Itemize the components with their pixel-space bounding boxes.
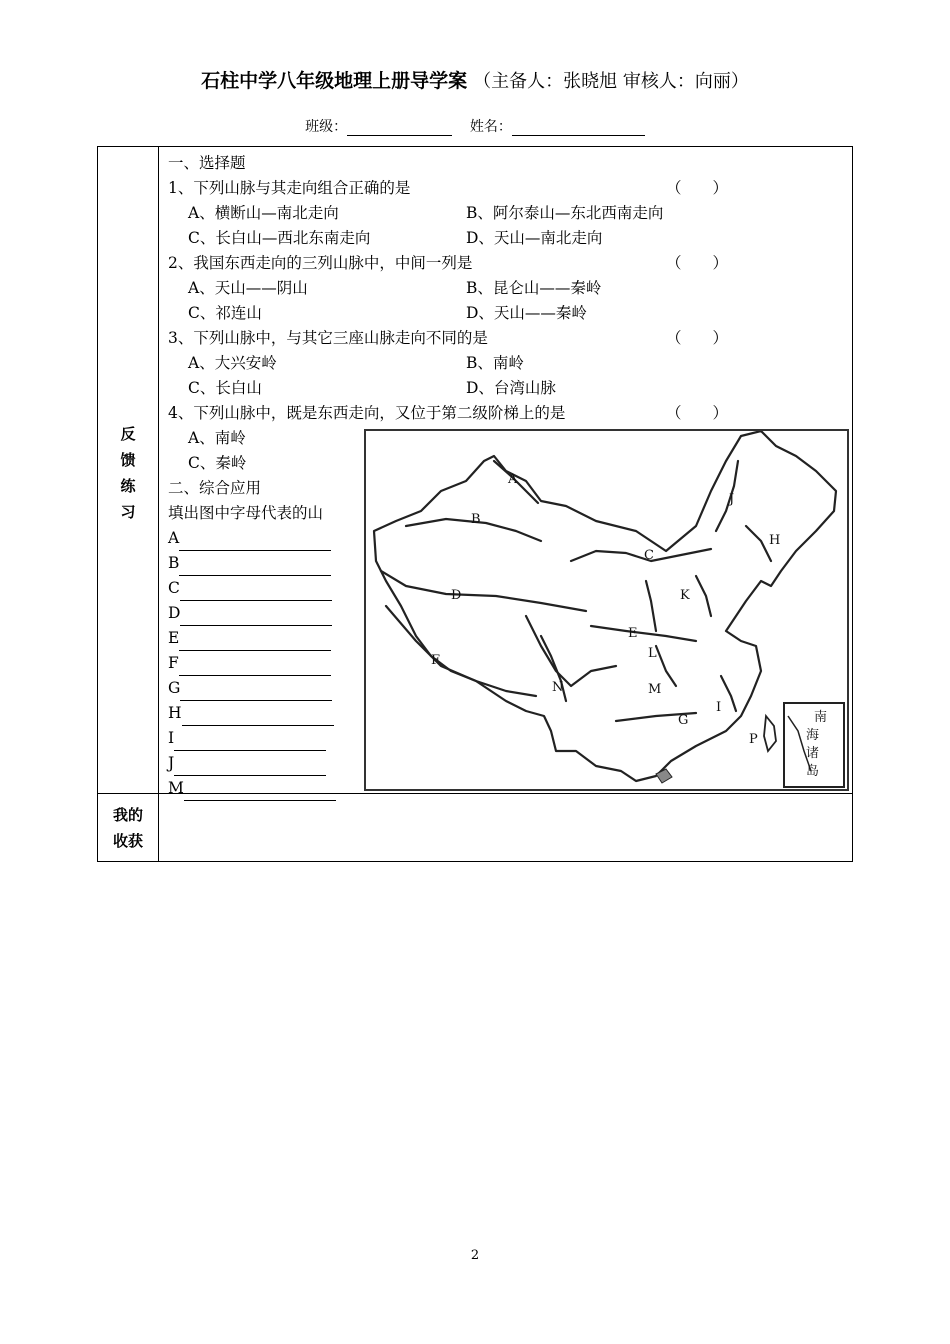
practice-char: 习: [120, 503, 136, 521]
name-label: 姓名：: [469, 119, 512, 135]
option[interactable]: B、阿尔泰山—东北西南走向: [466, 204, 664, 222]
section-heading: 二、综合应用: [168, 479, 262, 497]
map-svg: [366, 431, 847, 789]
option[interactable]: C、长白山: [188, 379, 262, 397]
mountain-K: [696, 576, 711, 616]
taiwan-island: [764, 716, 776, 751]
question-stem: 4、下列山脉中，既是东西走向，又位于第二级阶梯上的是 （ ）: [168, 401, 848, 426]
option[interactable]: D、天山——秦岭: [466, 304, 587, 322]
map-letter-G: G: [678, 713, 689, 728]
page-number: 2: [470, 1248, 480, 1263]
map-letter-C: C: [644, 548, 654, 563]
option-row: [168, 301, 848, 326]
doc-title: 石柱中学八年级地理上册导学案: [201, 70, 468, 92]
inset-label-char: 岛: [806, 764, 820, 779]
map-letter-I: I: [716, 700, 722, 715]
fill-row: C: [168, 576, 848, 601]
mountain-C: [571, 549, 711, 561]
table-divider-vertical: [158, 147, 159, 861]
answer-line[interactable]: [180, 683, 332, 701]
option[interactable]: D、天山—南北走向: [466, 229, 603, 247]
worksheet-table: [97, 146, 853, 862]
practice-char: 练: [120, 477, 136, 495]
answer-line[interactable]: [180, 583, 332, 601]
answer-line[interactable]: [179, 533, 331, 551]
fill-row: A: [168, 526, 848, 551]
map-letter-E: E: [628, 626, 638, 641]
answer-line[interactable]: [174, 758, 326, 776]
option-row: [168, 351, 848, 376]
answer-line[interactable]: [182, 708, 334, 726]
mountain-I: [721, 676, 736, 711]
fill-row: D: [168, 601, 848, 626]
fill-row: H: [168, 701, 848, 726]
harvest-label: [98, 802, 158, 854]
fill-row: B: [168, 551, 848, 576]
option-row: [168, 376, 848, 401]
inset-label-char: 海: [806, 728, 820, 743]
answer-line[interactable]: [179, 658, 331, 676]
fill-row: M: [168, 776, 848, 801]
mountain-range-river: [526, 616, 616, 686]
map-letter-K: K: [680, 588, 690, 603]
fill-row: I: [168, 726, 848, 751]
practice-label: [98, 421, 158, 525]
question-stem: 3、下列山脉中，与其它三座山脉走向不同的是 （ ）: [168, 326, 848, 351]
mountain-E: [591, 626, 696, 641]
fill-row: G: [168, 676, 848, 701]
mountain-M: [656, 646, 676, 686]
harvest-line: 我的: [112, 806, 143, 824]
map-letter-H: H: [769, 533, 781, 548]
option[interactable]: A、南岭: [188, 429, 246, 447]
answer-line[interactable]: [184, 783, 336, 801]
harvest-line: 收获: [112, 832, 143, 850]
map-letter-A: A: [508, 472, 518, 487]
option-row: [168, 226, 848, 251]
doc-subtitle: （主备人：张晓旭 审核人：向丽）: [473, 71, 749, 92]
map-letter-P: P: [749, 732, 758, 747]
option-row: [168, 201, 848, 226]
answer-line[interactable]: [179, 558, 331, 576]
inset-label-char: 南: [814, 710, 828, 725]
mountain-J: [716, 461, 738, 531]
map-letter-L: L: [648, 646, 657, 661]
option-row: [168, 276, 848, 301]
fill-row: E: [168, 626, 848, 651]
answer-paren[interactable]: （ ）: [666, 404, 729, 422]
hainan-island: [656, 769, 672, 783]
fill-prompt: 填出图中字母代表的山: [168, 504, 324, 522]
fill-row: J: [168, 751, 848, 776]
option[interactable]: A、天山——阴山: [188, 279, 308, 297]
option[interactable]: B、昆仑山——秦岭: [466, 279, 602, 297]
mountain-H: [746, 526, 771, 561]
mountain-L: [646, 581, 656, 631]
practice-char: 反: [120, 425, 136, 443]
option[interactable]: B、南岭: [466, 354, 524, 372]
answer-paren[interactable]: （ ）: [666, 179, 729, 197]
option[interactable]: D、台湾山脉: [466, 379, 556, 397]
inset-label-char: 诸: [806, 746, 820, 761]
answer-line[interactable]: [180, 608, 332, 626]
answer-line[interactable]: [174, 733, 326, 751]
practice-char: 馈: [120, 451, 136, 469]
map-letter-F: F: [431, 653, 441, 668]
section-heading: 一、选择题: [168, 154, 246, 172]
option[interactable]: A、大兴安岭: [188, 354, 277, 372]
option[interactable]: C、长白山—西北东南走向: [188, 229, 371, 247]
name-blank[interactable]: [512, 135, 645, 136]
question-stem: 2、我国东西走向的三列山脉中，中间一列是 （ ）: [168, 251, 848, 276]
mountain-D: [381, 571, 586, 611]
answer-paren[interactable]: （ ）: [666, 254, 729, 272]
page-title: [0, 66, 950, 93]
answer-paren[interactable]: （ ）: [666, 329, 729, 347]
china-mountain-map: [364, 429, 849, 791]
class-name-line: [0, 116, 950, 136]
class-label: 班级：: [305, 119, 348, 135]
option[interactable]: A、横断山—南北走向: [188, 204, 339, 222]
map-letter-M: M: [648, 682, 662, 697]
fill-row: F: [168, 651, 848, 676]
map-letter-J: J: [729, 492, 735, 507]
map-letter-N: N: [552, 680, 564, 695]
answer-line[interactable]: [179, 633, 331, 651]
option[interactable]: C、秦岭: [188, 454, 247, 472]
class-blank[interactable]: [347, 135, 452, 136]
map-letter-B: B: [471, 512, 481, 527]
map-letter-D: D: [451, 588, 462, 603]
question-stem: 1、下列山脉与其走向组合正确的是 （ ）: [168, 176, 848, 201]
option[interactable]: C、祁连山: [188, 304, 262, 322]
